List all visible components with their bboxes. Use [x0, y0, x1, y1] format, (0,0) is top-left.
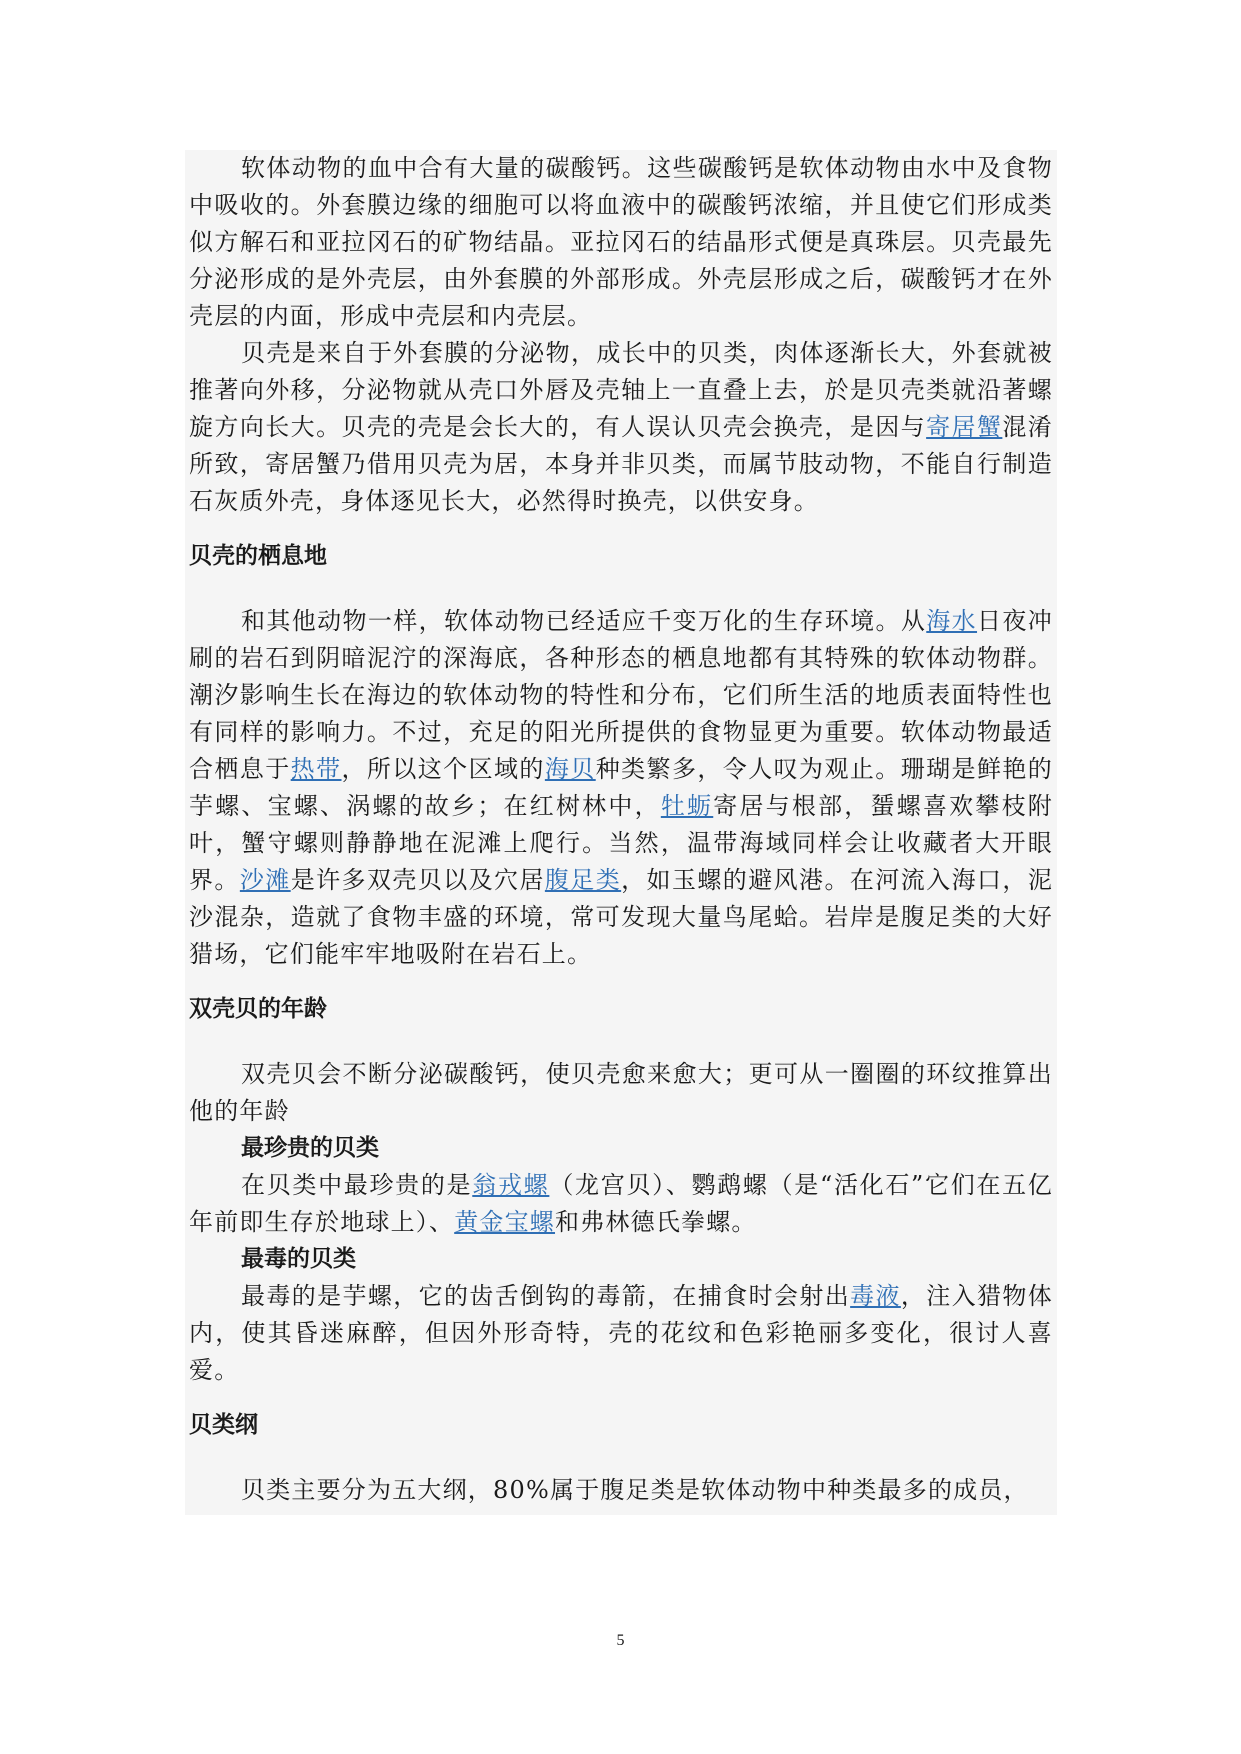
text-span: 和弗林德氏拳螺。	[555, 1208, 757, 1236]
document-body	[185, 150, 1057, 1515]
subheading-most-venomous: 最毒的贝类	[241, 1246, 356, 1272]
page-number: 5	[616, 1632, 625, 1649]
text-span: 日夜冲刷的岩石到阴暗泥泞的深海底，各种形态的栖息地都有其特殊的软体动物群。潮汐影响生长在海边的软体动物的特性和分布，它们所生活的地质表面特性也有同样的影响力。不过，充足的阳光所提供的食物显更为重要。软体动物最适合栖息于	[189, 607, 1053, 783]
link-tropics[interactable]: 热带	[290, 755, 342, 783]
text-span: （龙宫贝）、鹦鹉螺（是“活化石”它们在五亿年前即生存於地球上）、	[189, 1171, 1053, 1236]
paragraph-most-venomous	[185, 1278, 1057, 1389]
link-hermit-crab[interactable]: 寄居蟹	[926, 413, 1003, 441]
text-span: 是许多双壳贝以及穴居	[290, 866, 545, 894]
link-slit-shell[interactable]: 翁戎螺	[472, 1171, 550, 1199]
link-beach[interactable]: 沙滩	[239, 866, 291, 894]
link-venom[interactable]: 毒液	[850, 1282, 901, 1310]
text-span: 在贝类中最珍贵的是	[241, 1171, 473, 1199]
paragraph-most-precious	[185, 1167, 1057, 1241]
subheading-most-precious: 最珍贵的贝类	[241, 1135, 379, 1161]
paragraph-habitat	[185, 603, 1057, 973]
section-heading-habitat: 贝壳的栖息地	[189, 543, 327, 569]
section-heading-bivalve-age: 双壳贝的年龄	[189, 996, 327, 1022]
text-span: 混淆所致，寄居蟹乃借用贝壳为居，本身并非贝类，而属节肢动物，不能自行制造石灰质外壳，身体逐见长大，必然得时换壳，以供安身。	[189, 413, 1053, 515]
link-golden-cowrie[interactable]: 黄金宝螺	[454, 1208, 556, 1236]
text-span: 和其他动物一样，软体动物已经适应千变万化的生存环境。从	[241, 607, 927, 635]
text-span: 寄居与根部，蜑螺喜欢攀枝附叶，蟹守螺则静静地在泥滩上爬行。当然，温带海域同样会让收藏者大开眼界。	[189, 792, 1053, 894]
link-oyster[interactable]: 牡蛎	[660, 792, 714, 820]
text-span: ，如玉螺的避风港。在河流入海口，泥沙混杂，造就了食物丰盛的环境，常可发现大量鸟尾蛤。岩岸是腹足类的大好猎场，它们能牢牢地吸附在岩石上。	[189, 866, 1054, 968]
section-heading-shell-classes: 贝类纲	[189, 1412, 258, 1438]
link-gastropods[interactable]: 腹足类	[544, 866, 622, 894]
text-span: 贝壳是来自于外套膜的分泌物，成长中的贝类，肉体逐渐长大，外套就被推著向外移，分泌物就从壳口外唇及壳轴上一直叠上去，於是贝壳类就沿著螺旋方向长大。贝壳的壳是会长大的，有人误认贝壳会换壳，是因与	[189, 339, 1053, 441]
text-span: ，所以这个区域的	[341, 755, 545, 783]
link-seawater[interactable]: 海水	[926, 607, 978, 635]
text-span: 最毒的是芋螺，它的齿舌倒钩的毒箭，在捕食时会射出	[241, 1282, 851, 1310]
paragraph-shell-growth	[185, 335, 1057, 520]
paragraph-shell-formation: 软体动物的血中合有大量的碳酸钙。这些碳酸钙是软体动物由水中及食物中吸收的。外套膜边缘的细胞可以将血液中的碳酸钙浓缩，并且使它们形成类似方解石和亚拉冈石的矿物结晶。亚拉冈石的结晶形式便是真珠层。贝壳最先分泌形成的是外壳层，由外套膜的外部形成。外壳层形成之后，碳酸钙才在外壳层的内面，形成中壳层和内壳层。	[189, 154, 1053, 330]
text-span: 种类繁多，令人叹为观止。珊瑚是鲜艳的芋螺、宝螺、涡螺的故乡；在红树林中，	[189, 755, 1053, 820]
text-span: ，注入猎物体内，使其昏迷麻醉，但因外形奇特，壳的花纹和色彩艳丽多变化，很讨人喜爱。	[189, 1282, 1053, 1384]
link-sea-shells[interactable]: 海贝	[544, 755, 596, 783]
paragraph-bivalve-age: 双壳贝会不断分泌碳酸钙，使贝壳愈来愈大；更可从一圈圈的环纹推算出他的年龄	[189, 1060, 1053, 1125]
paragraph-shell-classes: 贝类主要分为五大纲，80%属于腹足类是软体动物中种类最多的成员，	[241, 1476, 1029, 1504]
